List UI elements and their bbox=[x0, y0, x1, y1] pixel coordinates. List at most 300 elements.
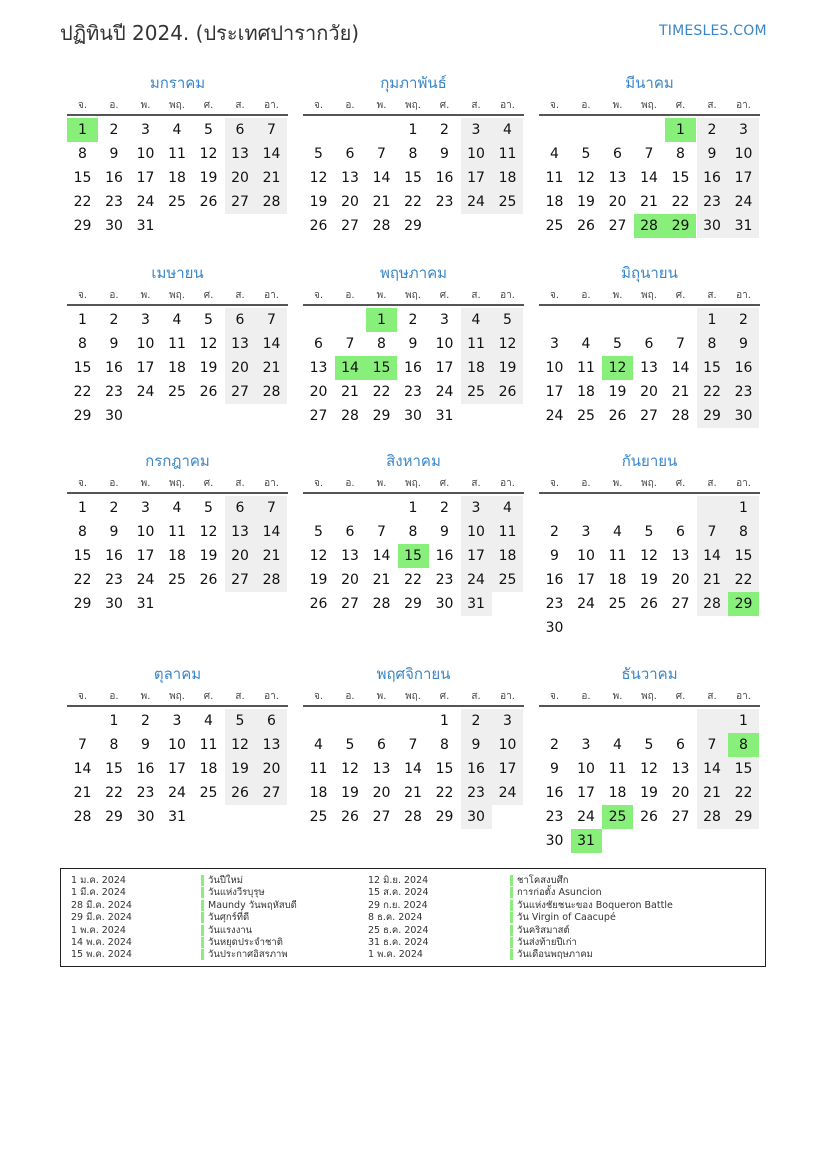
day-cell: 18 bbox=[577, 384, 595, 400]
day-cell: 13 bbox=[341, 548, 359, 564]
day-cell: 14 bbox=[372, 548, 391, 564]
day-cell: 19 bbox=[640, 785, 658, 801]
legend-holiday-name: วันแห่งชัยชนะของ Boqueron Battle bbox=[517, 899, 673, 911]
day-cell: 1 bbox=[440, 713, 449, 729]
day-cell: 24 bbox=[136, 572, 155, 588]
weekend-day-cell: 4 bbox=[461, 308, 492, 332]
weekend-day-cell: 20 bbox=[225, 356, 256, 380]
legend-holiday-name: วันคริสมาสต์ bbox=[517, 924, 570, 936]
month-divider bbox=[67, 304, 288, 306]
weekend-day-cell: 16 bbox=[697, 166, 728, 190]
day-cell: 13 bbox=[608, 170, 627, 186]
day-cell: 13 bbox=[372, 761, 391, 777]
weekday-header: อ. bbox=[581, 290, 591, 301]
legend-date: 15 พ.ค. 2024 bbox=[71, 949, 132, 961]
weekend-day-cell: 30 bbox=[461, 805, 492, 829]
weekend-day-cell: 21 bbox=[697, 568, 728, 592]
day-cell: 3 bbox=[550, 336, 559, 352]
weekend-day-cell: 3 bbox=[461, 118, 492, 142]
holiday-day-cell: 29 bbox=[665, 214, 696, 238]
day-cell: 8 bbox=[676, 146, 685, 162]
day-cell: 10 bbox=[435, 336, 454, 352]
weekday-header: ส. bbox=[707, 691, 717, 702]
day-cell: 26 bbox=[309, 596, 328, 612]
weekend-day-cell: 6 bbox=[256, 709, 287, 733]
weekday-header: พ. bbox=[612, 478, 623, 489]
weekday-header: ศ. bbox=[203, 478, 214, 489]
day-cell: 30 bbox=[105, 596, 123, 612]
day-cell: 26 bbox=[640, 596, 658, 612]
weekday-header: อา. bbox=[500, 691, 515, 702]
day-cell: 17 bbox=[136, 548, 155, 564]
day-cell: 8 bbox=[408, 524, 418, 540]
weekday-header: ส. bbox=[471, 478, 481, 489]
weekend-day-cell: 24 bbox=[728, 190, 759, 214]
weekend-day-cell: 8 bbox=[728, 520, 759, 544]
weekend-day-cell: 21 bbox=[256, 166, 287, 190]
day-cell: 22 bbox=[372, 384, 391, 400]
day-cell: 27 bbox=[309, 408, 328, 424]
weekend-day-cell: 18 bbox=[461, 356, 492, 380]
day-cell: 19 bbox=[309, 194, 328, 210]
day-cell: 10 bbox=[545, 360, 564, 376]
weekday-header: จ. bbox=[77, 290, 88, 301]
weekend-day-cell: 5 bbox=[225, 709, 256, 733]
weekend-day-cell: 7 bbox=[256, 496, 287, 520]
weekend-day-cell: 13 bbox=[225, 520, 256, 544]
day-cell: 3 bbox=[581, 737, 591, 753]
weekend-day-cell: 21 bbox=[256, 544, 287, 568]
day-cell: 19 bbox=[341, 785, 359, 801]
weekday-header: อา. bbox=[264, 691, 279, 702]
weekend-day-cell: 29 bbox=[697, 404, 728, 428]
legend-holiday-marker bbox=[201, 925, 204, 936]
day-cell: 31 bbox=[435, 408, 454, 424]
weekday-header: ส. bbox=[707, 100, 717, 111]
weekend-day-cell: 17 bbox=[728, 166, 759, 190]
day-cell: 20 bbox=[640, 384, 658, 400]
day-cell: 6 bbox=[644, 336, 654, 352]
holiday-day-cell: 1 bbox=[67, 118, 98, 142]
weekday-header: จ. bbox=[313, 100, 324, 111]
weekend-day-cell: 14 bbox=[256, 142, 287, 166]
legend-holiday-marker bbox=[510, 937, 513, 948]
month-divider bbox=[539, 492, 760, 494]
day-cell: 18 bbox=[608, 572, 627, 588]
day-cell: 7 bbox=[345, 336, 355, 352]
day-cell: 19 bbox=[199, 170, 218, 186]
day-cell: 12 bbox=[640, 761, 658, 777]
day-cell: 11 bbox=[168, 146, 186, 162]
legend-holiday-name: วันเดือนพฤษภาคม bbox=[517, 949, 593, 961]
weekend-day-cell: 15 bbox=[728, 757, 759, 781]
weekend-day-cell: 29 bbox=[728, 805, 759, 829]
day-cell: 19 bbox=[640, 572, 658, 588]
day-cell: 21 bbox=[372, 572, 391, 588]
weekday-header: ส. bbox=[707, 478, 717, 489]
day-cell: 2 bbox=[550, 737, 559, 753]
site-brand-link[interactable]: TIMESLES.COM bbox=[659, 23, 767, 39]
weekend-day-cell: 21 bbox=[697, 781, 728, 805]
weekday-header: จ. bbox=[313, 290, 324, 301]
day-cell: 16 bbox=[435, 170, 454, 186]
day-cell: 18 bbox=[309, 785, 328, 801]
day-cell: 9 bbox=[109, 336, 119, 352]
weekend-day-cell: 23 bbox=[697, 190, 728, 214]
legend-holiday-marker bbox=[201, 887, 204, 898]
weekend-day-cell: 4 bbox=[492, 496, 523, 520]
month-divider bbox=[539, 114, 760, 116]
weekend-day-cell: 18 bbox=[492, 166, 523, 190]
weekday-header: อ. bbox=[109, 691, 119, 702]
weekday-header: พ. bbox=[140, 691, 151, 702]
legend-holiday-name: วันแห่งวีรบุรุษ bbox=[208, 887, 265, 899]
day-cell: 30 bbox=[435, 596, 454, 612]
day-cell: 18 bbox=[168, 548, 186, 564]
holiday-day-cell: 1 bbox=[366, 308, 397, 332]
day-cell: 31 bbox=[136, 218, 155, 234]
day-cell: 21 bbox=[640, 194, 658, 210]
day-cell: 13 bbox=[309, 360, 328, 376]
weekday-header: จ. bbox=[549, 290, 560, 301]
weekend-day-cell: 25 bbox=[492, 568, 523, 592]
day-cell: 19 bbox=[309, 572, 328, 588]
holiday-day-cell: 25 bbox=[602, 805, 633, 829]
weekday-header: อ. bbox=[109, 290, 119, 301]
weekend-day-cell: 14 bbox=[256, 520, 287, 544]
day-cell: 22 bbox=[73, 572, 92, 588]
legend-date: 28 มี.ค. 2024 bbox=[71, 899, 132, 911]
day-cell: 4 bbox=[172, 312, 182, 328]
day-cell: 14 bbox=[73, 761, 92, 777]
day-cell: 3 bbox=[141, 312, 150, 328]
month-divider bbox=[67, 114, 288, 116]
month-name: ตุลาคม bbox=[153, 665, 202, 683]
day-cell: 3 bbox=[440, 312, 449, 328]
weekday-header: อา. bbox=[736, 478, 751, 489]
weekend-day-cell: 16 bbox=[461, 757, 492, 781]
day-cell: 14 bbox=[372, 170, 391, 186]
day-cell: 16 bbox=[545, 785, 564, 801]
weekday-header: พ. bbox=[140, 290, 151, 301]
day-cell: 22 bbox=[73, 384, 92, 400]
weekday-header: พฤ. bbox=[405, 478, 421, 489]
day-cell: 8 bbox=[440, 737, 449, 753]
day-cell: 20 bbox=[372, 785, 391, 801]
weekend-day-cell: 10 bbox=[492, 733, 523, 757]
weekend-day-cell: 6 bbox=[225, 118, 256, 142]
day-cell: 29 bbox=[73, 596, 92, 612]
month-name: มิถุนายน bbox=[621, 264, 678, 282]
month-name: ธันวาคม bbox=[621, 665, 678, 683]
day-cell: 26 bbox=[341, 809, 359, 825]
weekday-header: อา. bbox=[500, 100, 515, 111]
day-cell: 28 bbox=[671, 408, 690, 424]
weekend-day-cell: 20 bbox=[225, 544, 256, 568]
day-cell: 20 bbox=[341, 194, 359, 210]
day-cell: 5 bbox=[644, 737, 654, 753]
weekday-header: พ. bbox=[612, 100, 623, 111]
day-cell: 29 bbox=[372, 408, 391, 424]
day-cell: 23 bbox=[545, 809, 564, 825]
weekday-header: พ. bbox=[376, 100, 387, 111]
day-cell: 23 bbox=[545, 596, 564, 612]
month-divider bbox=[539, 705, 760, 707]
day-cell: 26 bbox=[577, 218, 595, 234]
day-cell: 5 bbox=[314, 524, 323, 540]
weekday-header: พ. bbox=[376, 691, 387, 702]
day-cell: 23 bbox=[404, 384, 422, 400]
weekday-header: อ. bbox=[345, 100, 355, 111]
legend-holiday-name: การก่อตั้ง Asuncion bbox=[517, 887, 602, 899]
day-cell: 12 bbox=[199, 524, 218, 540]
legend-holiday-name: วันหยุดประจำชาติ bbox=[208, 937, 283, 948]
month-name: กุมภาพันธ์ bbox=[380, 74, 447, 92]
day-cell: 17 bbox=[577, 572, 595, 588]
day-cell: 7 bbox=[676, 336, 685, 352]
day-cell: 15 bbox=[73, 360, 92, 376]
weekend-day-cell: 7 bbox=[697, 733, 728, 757]
month-divider bbox=[539, 304, 760, 306]
weekend-day-cell: 2 bbox=[461, 709, 492, 733]
day-cell: 27 bbox=[640, 408, 658, 424]
day-cell: 6 bbox=[314, 336, 323, 352]
day-cell: 25 bbox=[545, 218, 564, 234]
day-cell: 6 bbox=[676, 524, 685, 540]
weekday-header: พ. bbox=[612, 290, 623, 301]
weekday-header: พฤ. bbox=[405, 691, 421, 702]
legend-date: 12 มิ.ย. 2024 bbox=[368, 875, 429, 886]
day-cell: 29 bbox=[435, 809, 454, 825]
weekday-header: อ. bbox=[581, 100, 591, 111]
day-cell: 29 bbox=[73, 218, 92, 234]
day-cell: 27 bbox=[341, 596, 359, 612]
day-cell: 2 bbox=[440, 122, 449, 138]
day-cell: 5 bbox=[204, 500, 213, 516]
legend-holiday-marker bbox=[201, 937, 204, 948]
day-cell: 30 bbox=[105, 408, 123, 424]
weekend-day-cell: 25 bbox=[461, 380, 492, 404]
weekend-day-cell: 14 bbox=[256, 332, 287, 356]
month-divider bbox=[303, 304, 524, 306]
weekday-header: จ. bbox=[77, 100, 88, 111]
day-cell: 8 bbox=[109, 737, 119, 753]
weekend-day-cell: 21 bbox=[256, 356, 287, 380]
legend-holiday-name: วันแรงงาน bbox=[208, 924, 253, 936]
weekend-day-cell: 3 bbox=[728, 118, 759, 142]
weekend-day-cell: 9 bbox=[461, 733, 492, 757]
weekend-day-cell: 26 bbox=[492, 380, 523, 404]
holiday-day-cell: 28 bbox=[634, 214, 665, 238]
weekend-day-cell: 25 bbox=[492, 190, 523, 214]
month-divider bbox=[67, 705, 288, 707]
day-cell: 16 bbox=[105, 548, 123, 564]
weekend-day-cell: 31 bbox=[728, 214, 759, 238]
day-cell: 8 bbox=[408, 146, 418, 162]
day-cell: 22 bbox=[404, 194, 422, 210]
day-cell: 22 bbox=[73, 194, 92, 210]
day-cell: 19 bbox=[199, 360, 218, 376]
day-cell: 26 bbox=[199, 384, 218, 400]
holiday-day-cell: 8 bbox=[728, 733, 759, 757]
weekday-header: อา. bbox=[500, 478, 515, 489]
day-cell: 1 bbox=[408, 122, 418, 138]
day-cell: 12 bbox=[199, 336, 218, 352]
day-cell: 13 bbox=[671, 761, 690, 777]
weekend-day-cell: 17 bbox=[461, 166, 492, 190]
weekday-header: ส. bbox=[471, 290, 481, 301]
weekday-header: อา. bbox=[736, 290, 751, 301]
day-cell: 27 bbox=[608, 218, 627, 234]
day-cell: 20 bbox=[608, 194, 627, 210]
weekend-day-cell: 10 bbox=[461, 520, 492, 544]
day-cell: 9 bbox=[550, 548, 559, 564]
weekend-day-cell: 27 bbox=[225, 190, 256, 214]
weekend-day-cell: 23 bbox=[461, 781, 492, 805]
day-cell: 29 bbox=[105, 809, 123, 825]
weekday-header: ศ. bbox=[439, 290, 450, 301]
day-cell: 4 bbox=[613, 737, 622, 753]
weekend-day-cell: 3 bbox=[492, 709, 523, 733]
day-cell: 19 bbox=[577, 194, 595, 210]
weekday-header: ศ. bbox=[675, 100, 686, 111]
legend-holiday-name: วันส่งท้ายปีเก่า bbox=[517, 937, 577, 948]
legend-holiday-marker bbox=[201, 912, 204, 923]
day-cell: 9 bbox=[408, 336, 418, 352]
day-cell: 30 bbox=[545, 833, 564, 849]
day-cell: 9 bbox=[440, 524, 449, 540]
weekend-day-cell: 30 bbox=[728, 404, 759, 428]
day-cell: 11 bbox=[577, 360, 595, 376]
holiday-day-cell: 12 bbox=[602, 356, 633, 380]
weekend-day-cell: 14 bbox=[697, 757, 728, 781]
weekend-day-cell: 4 bbox=[492, 118, 523, 142]
weekend-day-cell: 9 bbox=[728, 332, 759, 356]
day-cell: 23 bbox=[136, 785, 155, 801]
weekday-header: พ. bbox=[612, 691, 623, 702]
weekend-day-cell: 16 bbox=[728, 356, 759, 380]
weekday-header: พฤ. bbox=[405, 100, 421, 111]
day-cell: 21 bbox=[73, 785, 92, 801]
weekend-day-cell: 13 bbox=[225, 332, 256, 356]
day-cell: 28 bbox=[73, 809, 92, 825]
legend-date: 1 พ.ค. 2024 bbox=[71, 924, 126, 936]
day-cell: 22 bbox=[435, 785, 454, 801]
weekday-header: ศ. bbox=[203, 100, 214, 111]
day-cell: 3 bbox=[141, 122, 150, 138]
weekend-day-cell: 20 bbox=[256, 757, 287, 781]
day-cell: 28 bbox=[372, 218, 391, 234]
holiday-day-cell: 15 bbox=[398, 544, 429, 568]
day-cell: 16 bbox=[545, 572, 564, 588]
day-cell: 2 bbox=[109, 500, 119, 516]
weekday-header: พ. bbox=[140, 478, 151, 489]
day-cell: 27 bbox=[671, 596, 690, 612]
day-cell: 10 bbox=[577, 548, 595, 564]
day-cell: 4 bbox=[204, 713, 213, 729]
day-cell: 17 bbox=[577, 785, 595, 801]
weekend-day-cell: 11 bbox=[492, 520, 523, 544]
day-cell: 21 bbox=[341, 384, 359, 400]
weekday-header: พฤ. bbox=[641, 290, 657, 301]
month-name: สิงหาคม bbox=[386, 452, 441, 470]
day-cell: 7 bbox=[377, 146, 386, 162]
weekend-day-cell: 12 bbox=[225, 733, 256, 757]
day-cell: 10 bbox=[577, 761, 595, 777]
day-cell: 24 bbox=[577, 809, 595, 825]
weekday-header: ส. bbox=[235, 290, 245, 301]
legend-date: 8 ธ.ค. 2024 bbox=[368, 912, 423, 924]
day-cell: 13 bbox=[671, 548, 690, 564]
weekday-header: อา. bbox=[264, 290, 279, 301]
day-cell: 26 bbox=[199, 572, 218, 588]
legend-date: 15 ส.ค. 2024 bbox=[368, 887, 429, 899]
month-divider bbox=[303, 114, 524, 116]
weekend-day-cell: 9 bbox=[697, 142, 728, 166]
legend-holiday-marker bbox=[510, 949, 513, 960]
legend-holiday-marker bbox=[510, 900, 513, 911]
day-cell: 3 bbox=[172, 713, 182, 729]
day-cell: 11 bbox=[545, 170, 564, 186]
day-cell: 12 bbox=[577, 170, 595, 186]
day-cell: 24 bbox=[136, 384, 155, 400]
day-cell: 8 bbox=[78, 146, 87, 162]
month-name: พฤษภาคม bbox=[379, 264, 448, 282]
weekday-header: พฤ. bbox=[169, 100, 185, 111]
day-cell: 4 bbox=[314, 737, 323, 753]
day-cell: 22 bbox=[105, 785, 123, 801]
weekday-header: พฤ. bbox=[405, 290, 421, 301]
weekend-day-cell: 28 bbox=[697, 592, 728, 616]
day-cell: 7 bbox=[644, 146, 654, 162]
day-cell: 27 bbox=[372, 809, 391, 825]
day-cell: 4 bbox=[581, 336, 591, 352]
month-name: กรกฎาคม bbox=[145, 452, 210, 470]
day-cell: 12 bbox=[309, 548, 328, 564]
day-cell: 9 bbox=[141, 737, 150, 753]
weekday-header: จ. bbox=[77, 478, 88, 489]
day-cell: 6 bbox=[613, 146, 622, 162]
day-cell: 24 bbox=[577, 596, 595, 612]
legend-holiday-marker bbox=[510, 887, 513, 898]
day-cell: 4 bbox=[550, 146, 559, 162]
weekday-header: ศ. bbox=[675, 290, 686, 301]
holiday-day-cell: 29 bbox=[728, 592, 759, 616]
legend-holiday-name: Maundy วันพฤหัสบดี bbox=[208, 899, 297, 911]
legend-holiday-marker bbox=[510, 912, 513, 923]
day-cell: 16 bbox=[435, 548, 454, 564]
month-divider bbox=[67, 492, 288, 494]
weekend-day-cell: 11 bbox=[461, 332, 492, 356]
legend-date: 1 ม.ค. 2024 bbox=[71, 875, 126, 886]
day-cell: 3 bbox=[141, 500, 150, 516]
day-cell: 29 bbox=[73, 408, 92, 424]
weekend-day-cell: 7 bbox=[256, 118, 287, 142]
day-cell: 25 bbox=[199, 785, 218, 801]
day-cell: 4 bbox=[613, 524, 622, 540]
day-cell: 20 bbox=[341, 572, 359, 588]
legend-holiday-marker bbox=[510, 925, 513, 936]
day-cell: 16 bbox=[105, 170, 123, 186]
day-cell: 23 bbox=[105, 194, 123, 210]
legend-holiday-name: วัน Virgin of Caacupé bbox=[517, 912, 616, 924]
day-cell: 2 bbox=[109, 312, 119, 328]
day-cell: 15 bbox=[73, 548, 92, 564]
day-cell: 17 bbox=[545, 384, 564, 400]
day-cell: 4 bbox=[172, 500, 182, 516]
day-cell: 19 bbox=[608, 384, 627, 400]
weekend-day-cell: 2 bbox=[728, 308, 759, 332]
